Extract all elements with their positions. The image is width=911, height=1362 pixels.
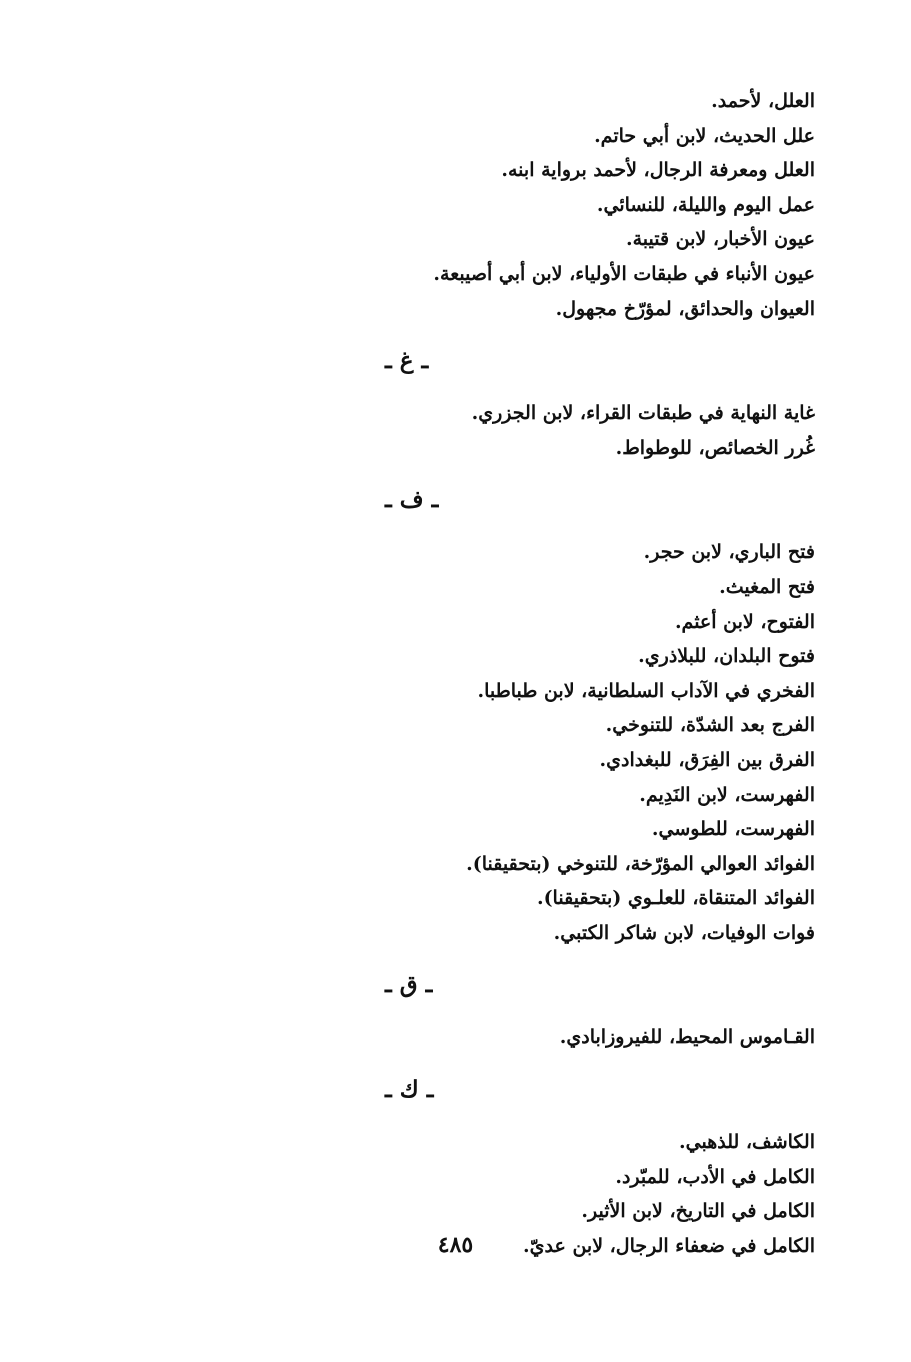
list-item: فتح الباري، لابن حجر. bbox=[643, 541, 815, 564]
section-ghayn bbox=[385, 396, 815, 465]
list-item: فتوح البلدان، للبلاذري. bbox=[638, 645, 815, 668]
list-item: فوات الوفيات، لابن شاكر الكتبي. bbox=[553, 921, 815, 944]
list-item: الفتوح، لابن أعثم. bbox=[674, 610, 815, 633]
list-item: الفرق بين الفِرَق، للبغدادي. bbox=[599, 748, 815, 771]
list-item: عيون الأنباء في طبقات الأولياء، لابن أبي أصيبعة. bbox=[433, 262, 815, 285]
list-item: غُرر الخصائص، للوطواط. bbox=[615, 436, 815, 459]
section-ain bbox=[385, 84, 815, 326]
list-item: علل الحديث، لابن أبي حاتم. bbox=[594, 124, 815, 147]
section-letter: ـ ك ـ bbox=[385, 1076, 434, 1104]
list-item: الكامل في التاريخ، لابن الأثير. bbox=[581, 1200, 815, 1223]
list-item: الكامل في ضعفاء الرجال، لابن عديّ. bbox=[523, 1234, 815, 1257]
section-letter: ـ ق ـ bbox=[385, 971, 433, 999]
section-qaf bbox=[385, 1020, 815, 1055]
list-item: غاية النهاية في طبقات القراء، لابن الجزري. bbox=[471, 402, 815, 425]
list-item: الفرج بعد الشدّة، للتنوخي. bbox=[605, 714, 815, 737]
section-letter: ـ غ ـ bbox=[385, 347, 429, 375]
list-item: الكاشف، للذهبي. bbox=[679, 1131, 815, 1154]
list-item: الفوائد العوالي المؤرّخة، للتنوخي (بتحقيقنا). bbox=[466, 852, 815, 875]
list-item: عمل اليوم والليلة، للنسائي. bbox=[596, 193, 815, 216]
list-item: الفهرست، للطوسي. bbox=[651, 818, 815, 841]
list-item: القـاموس المحيط، للفيروزابادي. bbox=[559, 1026, 815, 1049]
list-item: الكامل في الأدب، للمبّرد. bbox=[615, 1165, 815, 1188]
list-item: الفخري في الآداب السلطانية، لابن طباطبا. bbox=[477, 679, 815, 702]
section-fa bbox=[385, 535, 815, 950]
list-item: العيوان والحدائق، لمؤرّخ مجهول. bbox=[555, 297, 815, 320]
section-header-qaf bbox=[385, 962, 815, 1008]
page-number: ٤٨٥ bbox=[437, 1232, 474, 1258]
list-item: الفهرست، لابن النَدِيم. bbox=[639, 783, 815, 806]
list-item: فتح المغيث. bbox=[719, 575, 815, 598]
section-header-kaf bbox=[385, 1067, 815, 1113]
list-item: العلل ومعرفة الرجال، لأحمد برواية ابنه. bbox=[501, 159, 815, 182]
bibliography-column bbox=[385, 84, 815, 1263]
list-item: العلل، لأحمد. bbox=[711, 90, 815, 112]
section-header-ghayn bbox=[385, 338, 815, 384]
section-letter: ـ ف ـ bbox=[385, 486, 439, 514]
list-item: عيون الأخبار، لابن قتيبة. bbox=[625, 228, 815, 251]
list-item: الفوائد المتنقاة، للعلـوي (بتحقيقنا). bbox=[536, 887, 815, 910]
section-header-fa bbox=[385, 477, 815, 523]
